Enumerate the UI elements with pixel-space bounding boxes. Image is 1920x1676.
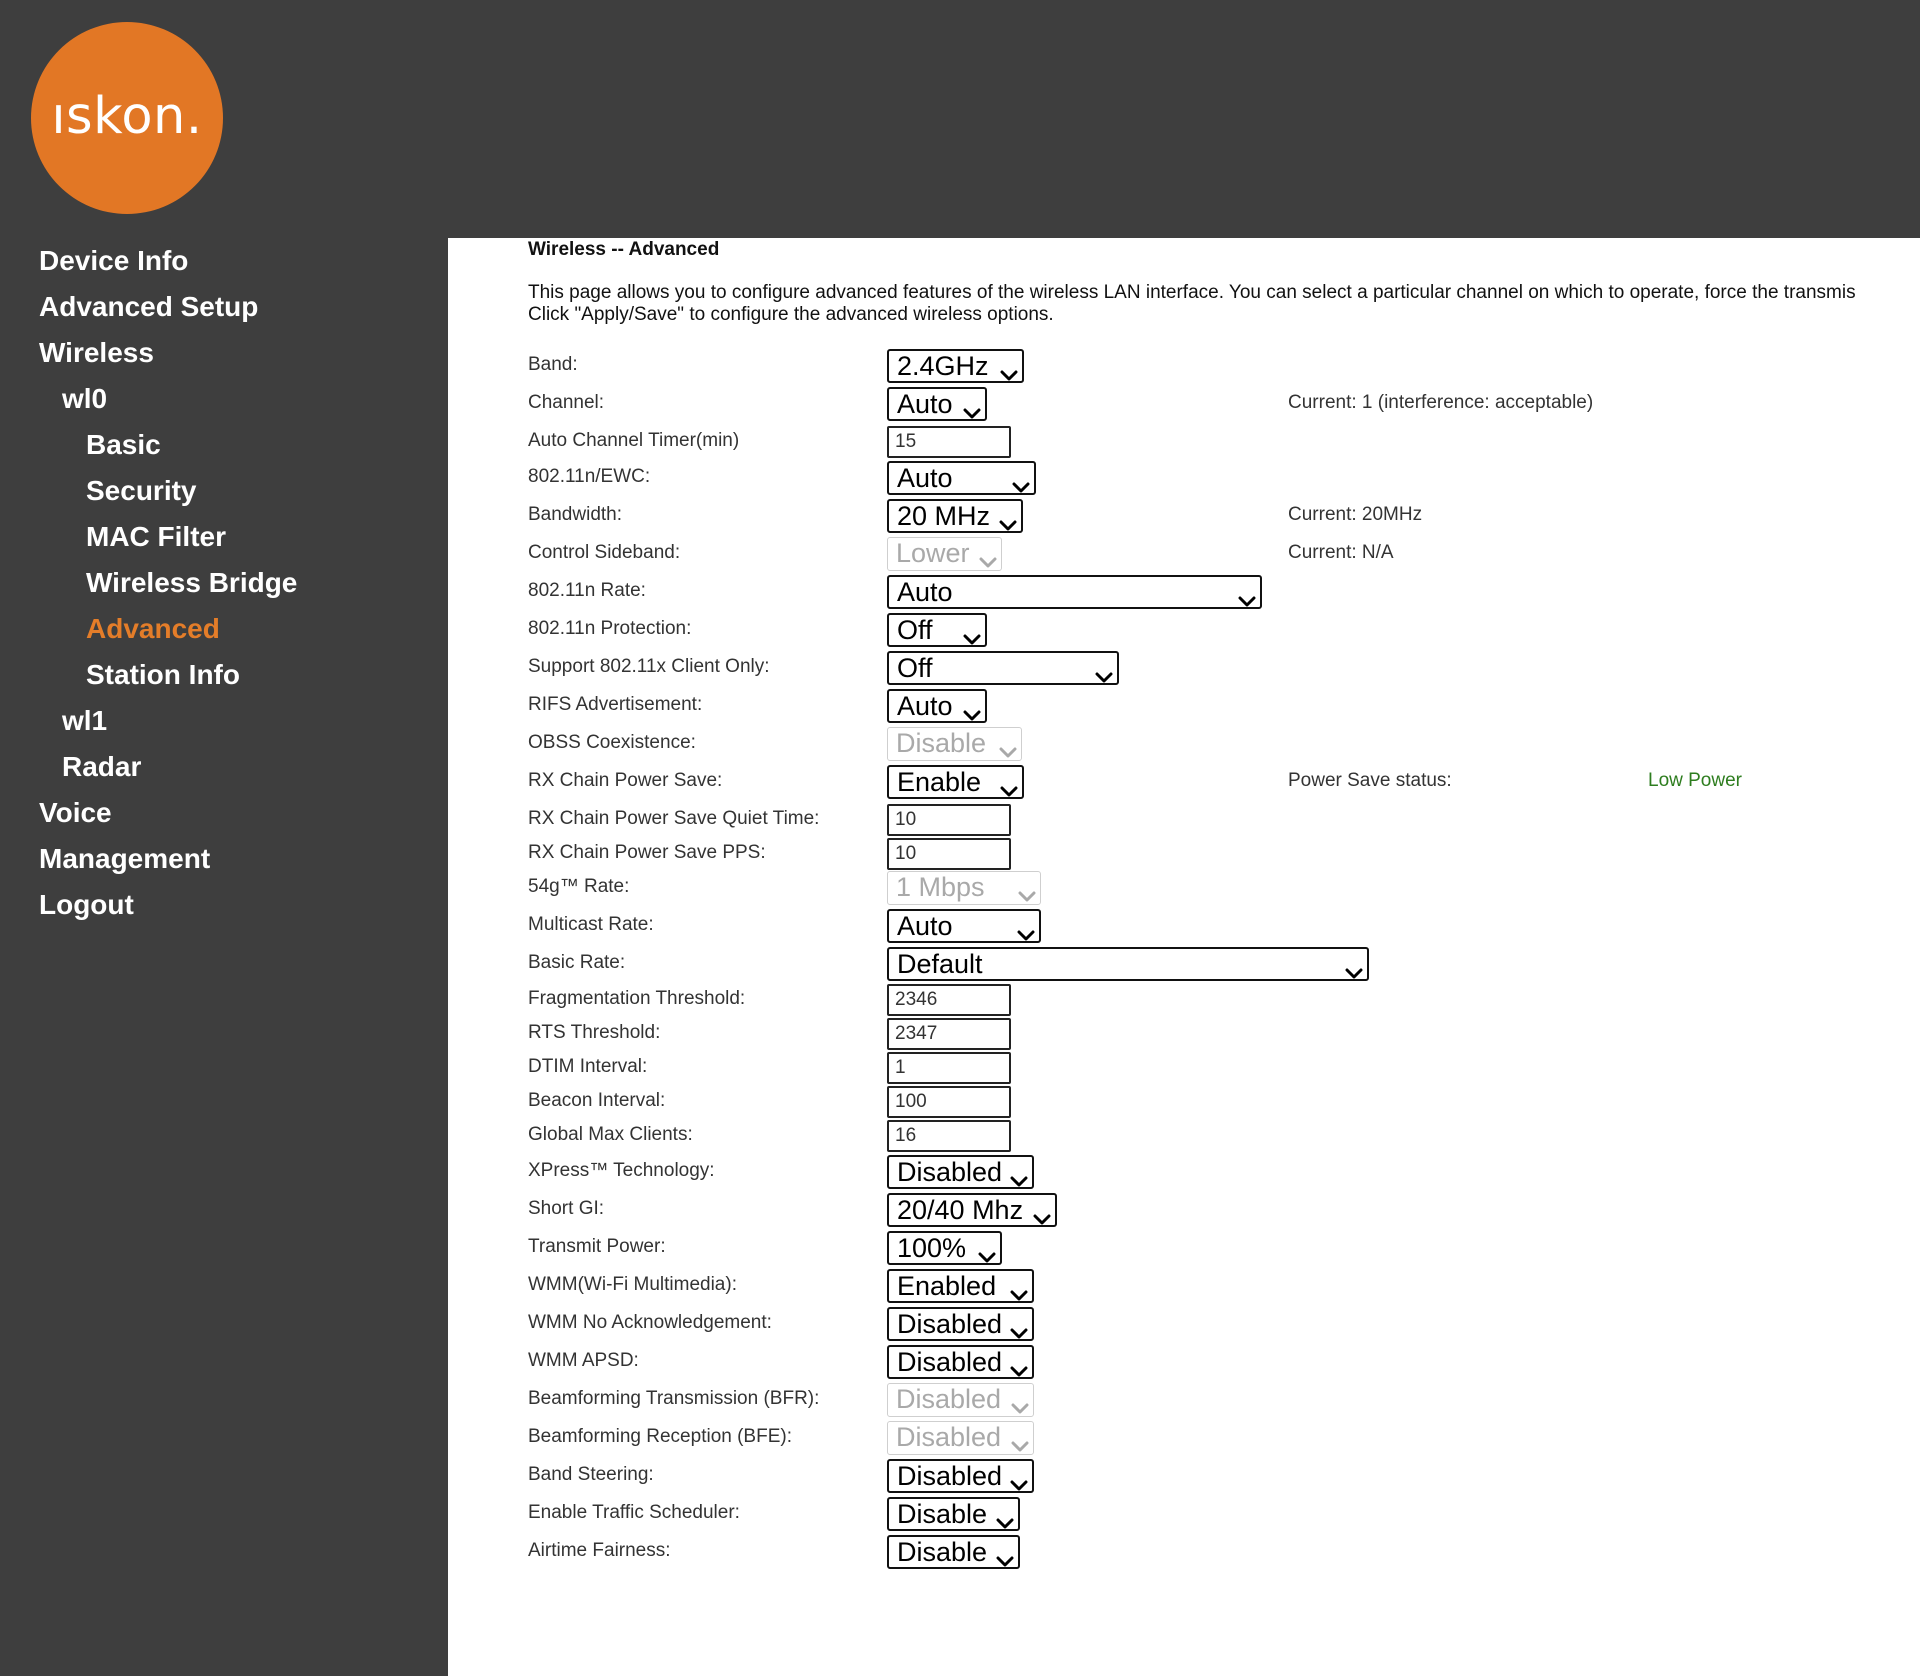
form-row-rx-chain-power-save-pps — [448, 834, 1920, 872]
form-row-bandwidth — [448, 496, 1920, 534]
logo-text: ıskon. — [51, 86, 203, 146]
current-status-text: Power Save status: — [1288, 770, 1452, 791]
band-steering-select[interactable] — [887, 1459, 1034, 1493]
form-row-global-max-clients — [448, 1116, 1920, 1154]
sidebar-item-voice[interactable]: Voice — [39, 797, 112, 828]
beamforming-transmission-bfr-select — [887, 1383, 1034, 1417]
field-label: Auto Channel Timer(min) — [528, 430, 740, 451]
form-row-rts-threshold — [448, 1014, 1920, 1052]
band-select[interactable] — [887, 349, 1024, 383]
fragmentation-threshold-input[interactable] — [887, 984, 1011, 1016]
sidebar-item-management[interactable]: Management — [39, 843, 211, 874]
select-value: Enable — [897, 767, 982, 797]
current-status-text: Current: 1 (interference: acceptable) — [1288, 392, 1594, 413]
select-value: Disable — [897, 1537, 988, 1567]
select-value: Disabled — [896, 1384, 1002, 1414]
field-label: Band Steering: — [528, 1464, 654, 1485]
chevron-down-icon — [999, 509, 1017, 523]
sidebar-item-security[interactable]: Security — [86, 475, 197, 506]
field-label: Basic Rate: — [528, 952, 626, 973]
transmit-power-select[interactable] — [887, 1231, 1002, 1265]
field-label: DTIM Interval: — [528, 1056, 648, 1077]
form-row-beacon-interval — [448, 1082, 1920, 1120]
chevron-down-icon — [978, 1241, 996, 1255]
chevron-down-icon — [963, 699, 981, 713]
select-value: Off — [897, 653, 933, 683]
select-value: Default — [897, 949, 983, 979]
iskon-logo — [31, 22, 223, 214]
chevron-down-icon — [1000, 775, 1018, 789]
beacon-interval-input[interactable] — [887, 1086, 1011, 1118]
field-label: RX Chain Power Save: — [528, 770, 723, 791]
form-row-802-11n-ewc — [448, 458, 1920, 496]
sidebar-item-logout[interactable]: Logout — [39, 889, 134, 920]
select-value: 2.4GHz — [897, 351, 989, 381]
sidebar-item-mac-filter[interactable]: MAC Filter — [86, 521, 226, 552]
field-label: 802.11n Protection: — [528, 618, 692, 639]
page-description — [528, 282, 1856, 326]
select-value: Auto — [897, 911, 953, 941]
sidebar-item-advanced-setup[interactable]: Advanced Setup — [39, 291, 259, 322]
current-status-text: Current: N/A — [1288, 542, 1394, 563]
enable-traffic-scheduler-select[interactable] — [887, 1497, 1020, 1531]
field-label: Band: — [528, 354, 578, 375]
chevron-down-icon — [963, 397, 981, 411]
sidebar-nav — [0, 238, 448, 1676]
form-row-rx-chain-power-save — [448, 762, 1920, 800]
chevron-down-icon — [1011, 1392, 1029, 1406]
field-label: Beamforming Reception (BFE): — [528, 1426, 792, 1447]
802-11n-ewc-select[interactable] — [887, 461, 1036, 495]
form-row-transmit-power — [448, 1228, 1920, 1266]
form-row-beamforming-reception-bfe — [448, 1418, 1920, 1456]
sidebar-item-radar[interactable]: Radar — [62, 751, 142, 782]
chevron-down-icon — [963, 623, 981, 637]
field-label: Global Max Clients: — [528, 1124, 693, 1145]
beamforming-reception-bfe-select — [887, 1421, 1034, 1455]
page-title: Wireless -- Advanced — [528, 239, 720, 260]
field-label: Channel: — [528, 392, 605, 413]
chevron-down-icon — [1345, 957, 1363, 971]
field-label: RX Chain Power Save Quiet Time: — [528, 808, 820, 829]
airtime-fairness-select[interactable] — [887, 1535, 1020, 1569]
form-row-short-gi — [448, 1190, 1920, 1228]
rx-chain-power-save-pps-input[interactable] — [887, 838, 1011, 870]
chevron-down-icon — [1010, 1317, 1028, 1331]
chevron-down-icon — [1095, 661, 1113, 675]
form-row-channel — [448, 384, 1920, 422]
form-row-rifs-advertisement — [448, 686, 1920, 724]
chevron-down-icon — [1010, 1355, 1028, 1369]
select-value: Auto — [897, 577, 953, 607]
select-value: Lower — [896, 538, 970, 568]
chevron-down-icon — [996, 1507, 1014, 1521]
form-row-obss-coexistence — [448, 724, 1920, 762]
select-value: Disabled — [897, 1461, 1003, 1491]
802-11n-protection-select[interactable] — [887, 613, 987, 647]
chevron-down-icon — [996, 1545, 1014, 1559]
field-label: Control Sideband: — [528, 542, 681, 563]
chevron-down-icon — [1010, 1165, 1028, 1179]
select-value: 1 Mbps — [896, 872, 985, 902]
page-description-line: This page allows you to configure advanced features of the wireless LAN interface. You can select a particular channel on which to operate, force the transmis — [528, 282, 1856, 303]
sidebar-item-wl1[interactable]: wl1 — [62, 705, 108, 736]
form-row-wmm-wi-fi-multimedia — [448, 1266, 1920, 1304]
form-row-802-11n-rate — [448, 572, 1920, 610]
field-label: 54g™ Rate: — [528, 876, 630, 897]
select-value: Disabled — [897, 1157, 1003, 1187]
field-label: Multicast Rate: — [528, 914, 654, 935]
select-value: Disabled — [897, 1347, 1003, 1377]
auto-channel-timer-min-input[interactable] — [887, 426, 1011, 458]
field-label: WMM(Wi-Fi Multimedia): — [528, 1274, 737, 1295]
54g-rate-select — [887, 871, 1041, 905]
chevron-down-icon — [1018, 880, 1036, 894]
page-description-line: Click "Apply/Save" to configure the advanced wireless options. — [528, 304, 1054, 325]
field-label: WMM APSD: — [528, 1350, 639, 1371]
chevron-down-icon — [1011, 1430, 1029, 1444]
field-label: Enable Traffic Scheduler: — [528, 1502, 740, 1523]
select-value: 100% — [897, 1233, 967, 1263]
chevron-down-icon — [1010, 1279, 1028, 1293]
bandwidth-select[interactable] — [887, 499, 1023, 533]
rifs-advertisement-select[interactable] — [887, 689, 987, 723]
channel-select[interactable] — [887, 387, 987, 421]
field-label: Beamforming Transmission (BFR): — [528, 1388, 820, 1409]
select-value: Auto — [897, 389, 953, 419]
chevron-down-icon — [979, 546, 997, 560]
form-row-rx-chain-power-save-quiet-time — [448, 800, 1920, 838]
sidebar-item-advanced[interactable]: Advanced — [86, 613, 220, 644]
form-row-airtime-fairness — [448, 1532, 1920, 1570]
sidebar-item-wl0[interactable]: wl0 — [62, 383, 108, 414]
field-label: RX Chain Power Save PPS: — [528, 842, 766, 863]
form-row-xpress-technology — [448, 1152, 1920, 1190]
form-row-auto-channel-timer-min — [448, 422, 1920, 460]
sidebar-item-station-info[interactable]: Station Info — [86, 659, 240, 690]
basic-rate-select[interactable] — [887, 947, 1369, 981]
chevron-down-icon — [1033, 1203, 1051, 1217]
select-value: 20/40 Mhz — [897, 1195, 1024, 1225]
select-value: Auto — [897, 463, 953, 493]
wmm-no-acknowledgement-select[interactable] — [887, 1307, 1034, 1341]
form-row-802-11n-protection — [448, 610, 1920, 648]
field-label: WMM No Acknowledgement: — [528, 1312, 772, 1333]
sidebar-item-device-info[interactable]: Device Info — [39, 245, 189, 276]
wmm-wi-fi-multimedia-select[interactable] — [887, 1269, 1034, 1303]
select-value: Enabled — [897, 1271, 997, 1301]
select-value: Disable — [897, 1499, 988, 1529]
select-value: 20 MHz — [897, 501, 991, 531]
short-gi-select[interactable] — [887, 1193, 1057, 1227]
chevron-down-icon — [1238, 585, 1256, 599]
field-label: Bandwidth: — [528, 504, 623, 525]
select-value: Disable — [896, 728, 987, 758]
field-label: Support 802.11x Client Only: — [528, 656, 770, 677]
select-value: Disabled — [896, 1422, 1002, 1452]
form-row-control-sideband — [448, 534, 1920, 572]
sidebar-item-basic[interactable]: Basic — [86, 429, 161, 460]
form-row-wmm-no-acknowledgement — [448, 1304, 1920, 1342]
field-label: RTS Threshold: — [528, 1022, 661, 1043]
field-label: RIFS Advertisement: — [528, 694, 703, 715]
form-row-basic-rate — [448, 944, 1920, 982]
power-save-status-value: Low Power — [1648, 770, 1742, 791]
dtim-interval-input[interactable] — [887, 1052, 1011, 1084]
select-value: Off — [897, 615, 933, 645]
form-row-band-steering — [448, 1456, 1920, 1494]
form-row-dtim-interval — [448, 1048, 1920, 1086]
field-label: XPress™ Technology: — [528, 1160, 715, 1181]
802-11n-rate-select[interactable] — [887, 575, 1262, 609]
field-label: Transmit Power: — [528, 1236, 666, 1257]
control-sideband-select — [887, 537, 1002, 571]
form-row-enable-traffic-scheduler — [448, 1494, 1920, 1532]
sidebar-item-wireless-bridge[interactable]: Wireless Bridge — [86, 567, 298, 598]
rx-chain-power-save-quiet-time-input[interactable] — [887, 804, 1011, 836]
sidebar-item-wireless[interactable]: Wireless — [39, 337, 154, 368]
select-value: Auto — [897, 691, 953, 721]
current-status-text: Current: 20MHz — [1288, 504, 1423, 525]
chevron-down-icon — [1017, 919, 1035, 933]
multicast-rate-select[interactable] — [887, 909, 1041, 943]
form-row-wmm-apsd — [448, 1342, 1920, 1380]
wmm-apsd-select[interactable] — [887, 1345, 1034, 1379]
form-row-fragmentation-threshold — [448, 980, 1920, 1018]
chevron-down-icon — [1000, 359, 1018, 373]
field-label: 802.11n/EWC: — [528, 466, 651, 487]
main-content — [448, 238, 1920, 1676]
chevron-down-icon — [1012, 471, 1030, 485]
field-label: 802.11n Rate: — [528, 580, 646, 601]
rts-threshold-input[interactable] — [887, 1018, 1011, 1050]
field-label: Airtime Fairness: — [528, 1540, 671, 1561]
global-max-clients-input[interactable] — [887, 1120, 1011, 1152]
field-label: Short GI: — [528, 1198, 605, 1219]
chevron-down-icon — [1010, 1469, 1028, 1483]
form-row-beamforming-transmission-bfr — [448, 1380, 1920, 1418]
rx-chain-power-save-select[interactable] — [887, 765, 1024, 799]
field-label: Fragmentation Threshold: — [528, 988, 746, 1009]
obss-coexistence-select — [887, 727, 1022, 761]
chevron-down-icon — [999, 736, 1017, 750]
support-802-11x-client-only-select[interactable] — [887, 651, 1119, 685]
form-row-support-802-11x-client-only — [448, 648, 1920, 686]
form-row-band — [448, 346, 1920, 384]
field-label: Beacon Interval: — [528, 1090, 666, 1111]
xpress-technology-select[interactable] — [887, 1155, 1034, 1189]
select-value: Disabled — [897, 1309, 1003, 1339]
form-row-54g-rate — [448, 868, 1920, 906]
field-label: OBSS Coexistence: — [528, 732, 696, 753]
form-row-multicast-rate — [448, 906, 1920, 944]
